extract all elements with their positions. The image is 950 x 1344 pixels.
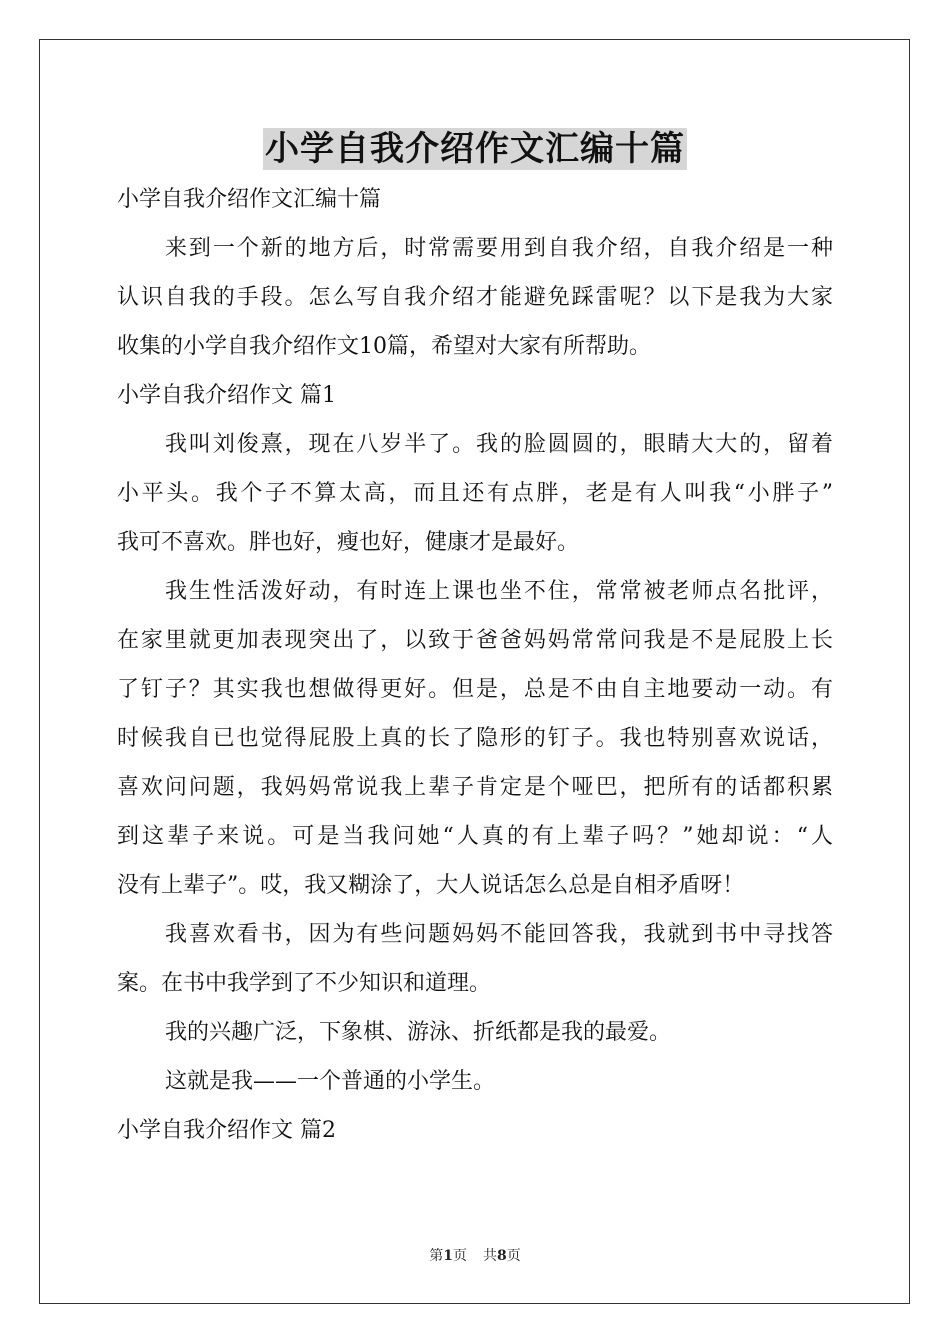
paragraph-line: 我的兴趣广泛，下象棋、游泳、折纸都是我的最爱。 [165,1020,672,1045]
total-suffix: 页 [506,1248,521,1264]
paragraph-line: 我可不喜欢。胖也好，瘦也好，健康才是最好。 [117,530,580,555]
paragraph-line: 了钉子？其实我也想做得更好。但是，总是不由自主地要动一动。有 [117,677,833,702]
page-prefix: 第 [429,1248,444,1264]
total-pages: 8 [497,1248,507,1264]
paragraph-line: 案。在书中我学到了不少知识和道理。 [117,971,492,996]
paragraph-line: 喜欢问问题，我妈妈常说我上辈子肯定是个哑巴，把所有的话都积累 [117,775,833,800]
paragraph-line: 到这辈子来说。可是当我问她“人真的有上辈子吗？”她却说：“人 [117,824,833,849]
page-suffix: 页 [453,1248,467,1264]
paragraph-line: 在家里就更加表现突出了，以致于爸爸妈妈常常问我是不是屁股上长 [117,628,833,653]
paragraph-line: 来到一个新的地方后，时常需要用到自我介绍，自我介绍是一种 [165,236,833,261]
paragraph-line: 我叫刘俊熹，现在八岁半了。我的脸圆圆的，眼睛大大的，留着 [165,432,833,457]
title-container [0,128,950,170]
paragraph-line: 这就是我——一个普通的小学生。 [165,1069,496,1094]
total-prefix: 共 [483,1248,497,1264]
paragraph-line: 收集的小学自我介绍作文10篇，希望对大家有所帮助。 [117,334,651,359]
page-number: 1 [443,1248,453,1264]
paragraph-line: 没有上辈子”。哎，我又糊涂了，大人说话怎么总是自相矛盾呀！ [117,873,745,898]
paragraph-line: 小平头。我个子不算太高，而且还有点胖，老是有人叫我“小胖子” [117,481,833,506]
paragraph-line: 我喜欢看书，因为有些问题妈妈不能回答我，我就到书中寻找答 [165,922,833,947]
page-footer [0,1246,950,1266]
section-heading: 小学自我介绍作文 篇2 [117,1118,336,1143]
paragraph-line: 时候我自已也觉得屁股上真的长了隐形的钉子。我也特别喜欢说话， [117,726,833,751]
document-title: 小学自我介绍作文汇编十篇 [265,129,685,169]
section-heading: 小学自我介绍作文 篇1 [117,383,336,408]
paragraph-line: 我生性活泼好动，有时连上课也坐不住，常常被老师点名批评， [165,579,833,604]
paragraph-line: 认识自我的手段。怎么写自我介绍才能避免踩雷呢？以下是我为大家 [117,285,833,310]
subtitle-line: 小学自我介绍作文汇编十篇 [117,187,382,212]
document-body [117,175,833,1155]
